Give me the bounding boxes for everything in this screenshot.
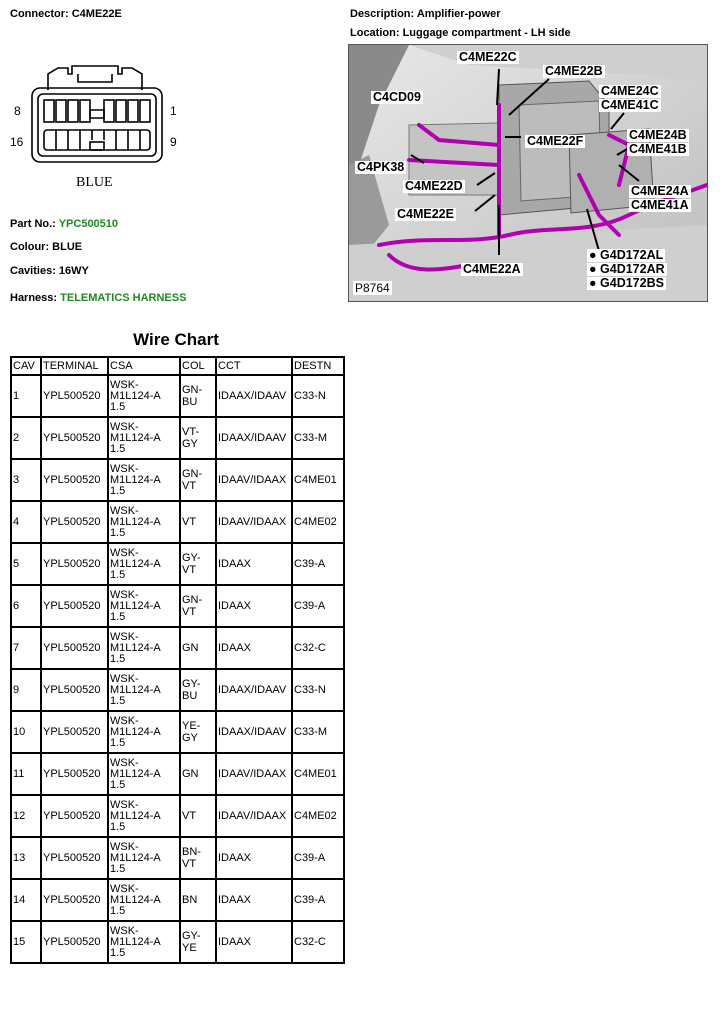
table-row xyxy=(11,669,344,711)
connector-face-diagram xyxy=(8,60,188,195)
callout-c4me22e: C4ME22E xyxy=(397,207,454,221)
callout-c4cd09: C4CD09 xyxy=(373,90,421,104)
part-no-link[interactable]: YPC500510 xyxy=(58,218,119,230)
terminal-cell: YPL500520 xyxy=(41,627,108,669)
table-row xyxy=(11,585,344,627)
destn-cell: C33-N xyxy=(292,669,344,711)
wire-chart-table xyxy=(10,356,345,964)
callout-c4me22c: C4ME22C xyxy=(459,50,517,64)
table-row xyxy=(11,543,344,585)
cct-cell: IDAAV/IDAAX xyxy=(216,795,292,837)
callout-c4me24a: C4ME24A xyxy=(631,184,689,198)
terminal-cell: YPL500520 xyxy=(41,669,108,711)
csa-cell: WSK-M1L124-A 1.5 xyxy=(108,795,180,837)
connector-id: C4ME22E xyxy=(71,8,122,20)
csa-cell: WSK-M1L124-A 1.5 xyxy=(108,501,180,543)
pin-label-1: 1 xyxy=(170,104,177,118)
description-label: Description: Amplifier-power xyxy=(350,8,501,20)
cct-cell: IDAAX xyxy=(216,879,292,921)
table-row xyxy=(11,711,344,753)
col-cell: GN xyxy=(180,753,216,795)
cav-cell: 12 xyxy=(11,795,41,837)
colour-value: BLUE xyxy=(52,241,83,253)
destn-cell: C4ME01 xyxy=(292,753,344,795)
callout-c4me22a: C4ME22A xyxy=(463,262,521,276)
destn-cell: C4ME01 xyxy=(292,459,344,501)
connector-label: Connector: C4ME22E xyxy=(10,8,122,20)
destn-cell: C32-C xyxy=(292,627,344,669)
cct-cell: IDAAX/IDAAV xyxy=(216,417,292,459)
photo-reference: P8764 xyxy=(355,281,390,295)
cct-cell: IDAAX xyxy=(216,921,292,963)
cav-cell: 4 xyxy=(11,501,41,543)
header-col: COL xyxy=(180,357,216,375)
cav-cell: 15 xyxy=(11,921,41,963)
col-cell: GN-VT xyxy=(180,459,216,501)
col-cell: VT xyxy=(180,501,216,543)
csa-cell: WSK-M1L124-A 1.5 xyxy=(108,417,180,459)
destn-cell: C39-A xyxy=(292,879,344,921)
part-no-label: Part No.: YPC500510 xyxy=(10,218,119,230)
csa-cell: WSK-M1L124-A 1.5 xyxy=(108,669,180,711)
header-terminal: TERMINAL xyxy=(41,357,108,375)
cct-cell: IDAAX/IDAAV xyxy=(216,711,292,753)
location-photo xyxy=(348,44,708,302)
harness-label: Harness: TELEMATICS HARNESS xyxy=(10,292,187,304)
callout-c4me41b: C4ME41B xyxy=(629,142,687,156)
wire-chart-header-row xyxy=(11,357,344,375)
wire-chart-title: Wire Chart xyxy=(133,330,219,349)
cct-cell: IDAAX xyxy=(216,543,292,585)
cav-cell: 1 xyxy=(11,375,41,417)
destn-cell: C33-M xyxy=(292,711,344,753)
csa-cell: WSK-M1L124-A 1.5 xyxy=(108,543,180,585)
col-cell: GY-BU xyxy=(180,669,216,711)
destn-cell: C4ME02 xyxy=(292,795,344,837)
destn-cell: C39-A xyxy=(292,585,344,627)
cct-cell: IDAAV/IDAAX xyxy=(216,501,292,543)
col-cell: GY-YE xyxy=(180,921,216,963)
pin-label-9: 9 xyxy=(170,135,177,149)
table-row xyxy=(11,375,344,417)
terminal-cell: YPL500520 xyxy=(41,543,108,585)
terminal-cell: YPL500520 xyxy=(41,585,108,627)
col-cell: VT xyxy=(180,795,216,837)
col-cell: YE-GY xyxy=(180,711,216,753)
location-value: Luggage compartment - LH side xyxy=(402,27,571,39)
callout-c4me41c: C4ME41C xyxy=(601,98,659,112)
callout-c4pk38: C4PK38 xyxy=(357,160,405,174)
colour-label: Colour: BLUE xyxy=(10,241,83,253)
terminal-cell: YPL500520 xyxy=(41,501,108,543)
cav-cell: 11 xyxy=(11,753,41,795)
table-row xyxy=(11,753,344,795)
col-cell: GN xyxy=(180,627,216,669)
terminal-cell: YPL500520 xyxy=(41,753,108,795)
cct-cell: IDAAV/IDAAX xyxy=(216,753,292,795)
header-csa: CSA xyxy=(108,357,180,375)
col-cell: GN-VT xyxy=(180,585,216,627)
table-row xyxy=(11,921,344,963)
callout-c4me22d: C4ME22D xyxy=(405,179,463,193)
callout-c4me22f: C4ME22F xyxy=(527,134,584,148)
terminal-cell: YPL500520 xyxy=(41,459,108,501)
terminal-cell: YPL500520 xyxy=(41,711,108,753)
connector-color-caption: BLUE xyxy=(76,175,113,190)
terminal-cell: YPL500520 xyxy=(41,837,108,879)
col-cell: GY-VT xyxy=(180,543,216,585)
cav-cell: 9 xyxy=(11,669,41,711)
harness-link[interactable]: TELEMATICS HARNESS xyxy=(60,292,187,304)
table-row xyxy=(11,879,344,921)
destn-cell: C33-M xyxy=(292,417,344,459)
table-row xyxy=(11,459,344,501)
table-row xyxy=(11,501,344,543)
terminal-cell: YPL500520 xyxy=(41,921,108,963)
cct-cell: IDAAX xyxy=(216,627,292,669)
destn-cell: C4ME02 xyxy=(292,501,344,543)
csa-cell: WSK-M1L124-A 1.5 xyxy=(108,711,180,753)
cct-cell: IDAAX xyxy=(216,585,292,627)
description-value: Amplifier-power xyxy=(416,8,501,20)
cct-cell: IDAAX/IDAAV xyxy=(216,375,292,417)
csa-cell: WSK-M1L124-A 1.5 xyxy=(108,375,180,417)
connector-drawing xyxy=(8,60,188,195)
callout-c4me24b: C4ME24B xyxy=(629,128,687,142)
cavities-value: 16WY xyxy=(58,265,89,277)
header-destn: DESTN xyxy=(292,357,344,375)
cav-cell: 14 xyxy=(11,879,41,921)
cct-cell: IDAAV/IDAAX xyxy=(216,459,292,501)
cavities-label: Cavities: 16WY xyxy=(10,265,89,277)
col-cell: VT-GY xyxy=(180,417,216,459)
table-row xyxy=(11,627,344,669)
cav-cell: 7 xyxy=(11,627,41,669)
pin-label-8: 8 xyxy=(14,104,21,118)
callout-c4me22b: C4ME22B xyxy=(545,64,603,78)
cct-cell: IDAAX xyxy=(216,837,292,879)
callout-g4d172ar: ● G4D172AR xyxy=(589,262,665,276)
cav-cell: 6 xyxy=(11,585,41,627)
terminal-cell: YPL500520 xyxy=(41,417,108,459)
csa-cell: WSK-M1L124-A 1.5 xyxy=(108,921,180,963)
terminal-cell: YPL500520 xyxy=(41,879,108,921)
location-label: Location: Luggage compartment - LH side xyxy=(350,27,571,39)
terminal-cell: YPL500520 xyxy=(41,375,108,417)
terminal-cell: YPL500520 xyxy=(41,795,108,837)
header-cct: CCT xyxy=(216,357,292,375)
callout-c4me41a: C4ME41A xyxy=(631,198,689,212)
cav-cell: 5 xyxy=(11,543,41,585)
destn-cell: C39-A xyxy=(292,837,344,879)
table-row xyxy=(11,417,344,459)
destn-cell: C33-N xyxy=(292,375,344,417)
csa-cell: WSK-M1L124-A 1.5 xyxy=(108,837,180,879)
pin-label-16: 16 xyxy=(10,135,24,149)
col-cell: GN-BU xyxy=(180,375,216,417)
destn-cell: C39-A xyxy=(292,543,344,585)
csa-cell: WSK-M1L124-A 1.5 xyxy=(108,585,180,627)
table-row xyxy=(11,795,344,837)
callout-g4d172bs: ● G4D172BS xyxy=(589,276,664,290)
callout-g4d172al: ● G4D172AL xyxy=(589,248,664,262)
col-cell: BN xyxy=(180,879,216,921)
cav-cell: 10 xyxy=(11,711,41,753)
cav-cell: 13 xyxy=(11,837,41,879)
cct-cell: IDAAX/IDAAV xyxy=(216,669,292,711)
csa-cell: WSK-M1L124-A 1.5 xyxy=(108,879,180,921)
csa-cell: WSK-M1L124-A 1.5 xyxy=(108,459,180,501)
csa-cell: WSK-M1L124-A 1.5 xyxy=(108,627,180,669)
cav-cell: 3 xyxy=(11,459,41,501)
callout-c4me24c: C4ME24C xyxy=(601,84,659,98)
csa-cell: WSK-M1L124-A 1.5 xyxy=(108,753,180,795)
table-row xyxy=(11,837,344,879)
col-cell: BN-VT xyxy=(180,837,216,879)
destn-cell: C32-C xyxy=(292,921,344,963)
cav-cell: 2 xyxy=(11,417,41,459)
header-cav: CAV xyxy=(11,357,41,375)
